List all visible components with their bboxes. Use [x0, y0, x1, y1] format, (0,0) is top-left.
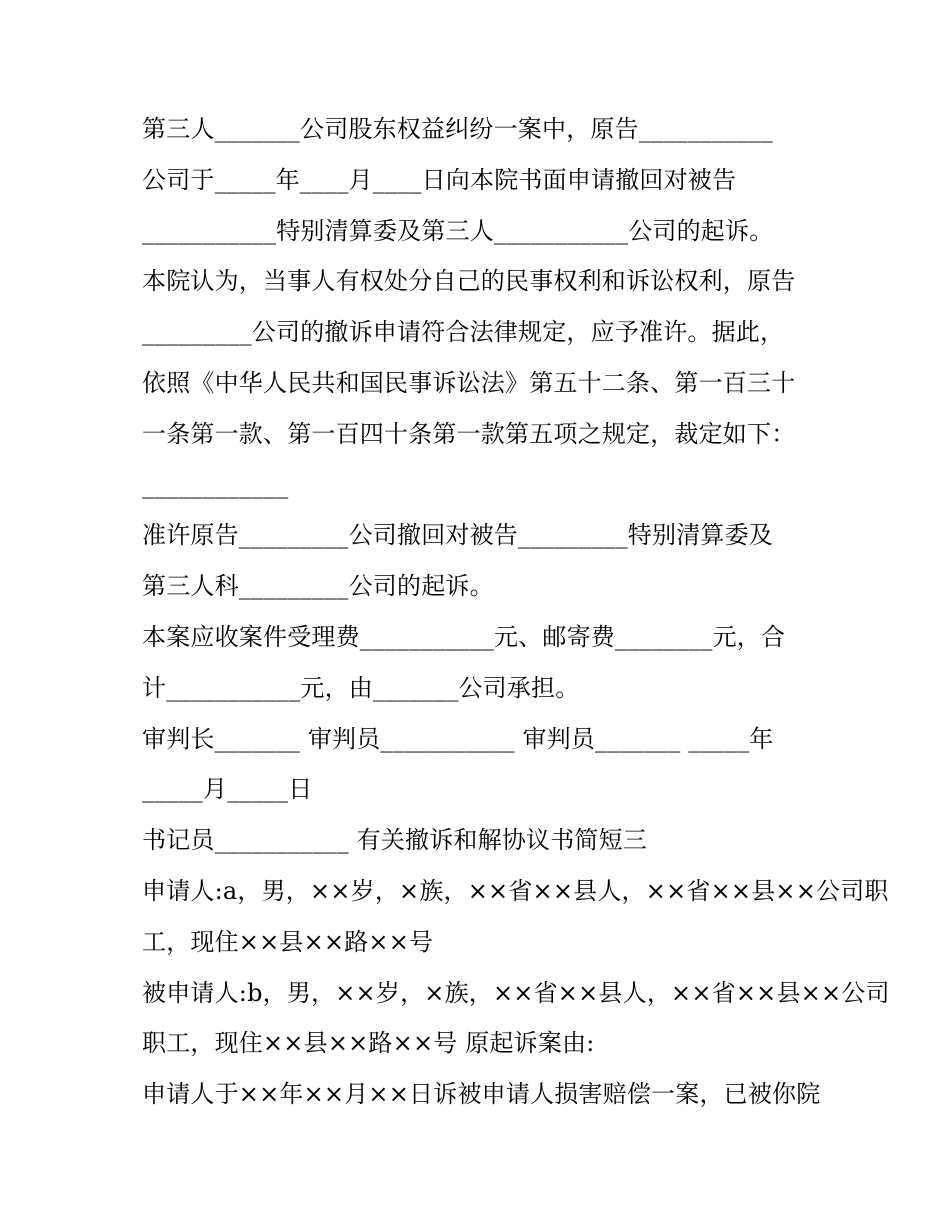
text-line: 书记员___________ 有关撤诉和解协议书简短三 [142, 826, 648, 855]
document-body [142, 104, 890, 1120]
text-line: 工，现住××县××路××号 [142, 927, 434, 956]
text-line: ___________特别清算委及第三人___________公司的起诉。 [142, 216, 774, 245]
text-line: 准许原告_________公司撤回对被告_________特别清算委及 [142, 521, 773, 550]
text-line: 计___________元，由_______公司承担。 [142, 673, 580, 702]
text-line: 依照《中华人民共和国民事诉讼法》第五十二条、第一百三十 [142, 368, 796, 397]
text-line: 申请人:a，男，××岁，×族，××省××县人，××省××县××公司职 [142, 876, 889, 905]
text-line: 本案应收案件受理费___________元、邮寄费________元，合 [142, 622, 786, 651]
text-line: 审判长_______ 审判员___________ 审判员_______ _____年 [142, 724, 774, 753]
text-line: 本院认为，当事人有权处分自己的民事权利和诉讼权利，原告 [142, 267, 796, 296]
text-line: 一条第一款、第一百四十条第一款第五项之规定，裁定如下： [142, 419, 796, 448]
text-line: 公司于_____年____月____日向本院书面申请撤回对被告 [142, 165, 737, 194]
text-line: 第三人科_________公司的起诉。 [142, 572, 494, 601]
text-line: 职工，现住××县××路××号 原起诉案由: [142, 1029, 595, 1058]
text-line: 申请人于××年××月××日诉被申请人损害赔偿一案，已被你院 [142, 1080, 821, 1109]
text-line: 第三人_______公司股东权益纠纷一案中，原告___________ [142, 115, 773, 143]
text-line: _____月_____日 [142, 775, 313, 804]
text-line: _________公司的撤诉申请符合法律规定，应予准许。据此， [142, 318, 785, 347]
text-line: 被申请人:b，男，××岁，×族，××省××县人，××省××县××公司 [142, 978, 890, 1007]
text-line: ____________ [142, 470, 289, 499]
